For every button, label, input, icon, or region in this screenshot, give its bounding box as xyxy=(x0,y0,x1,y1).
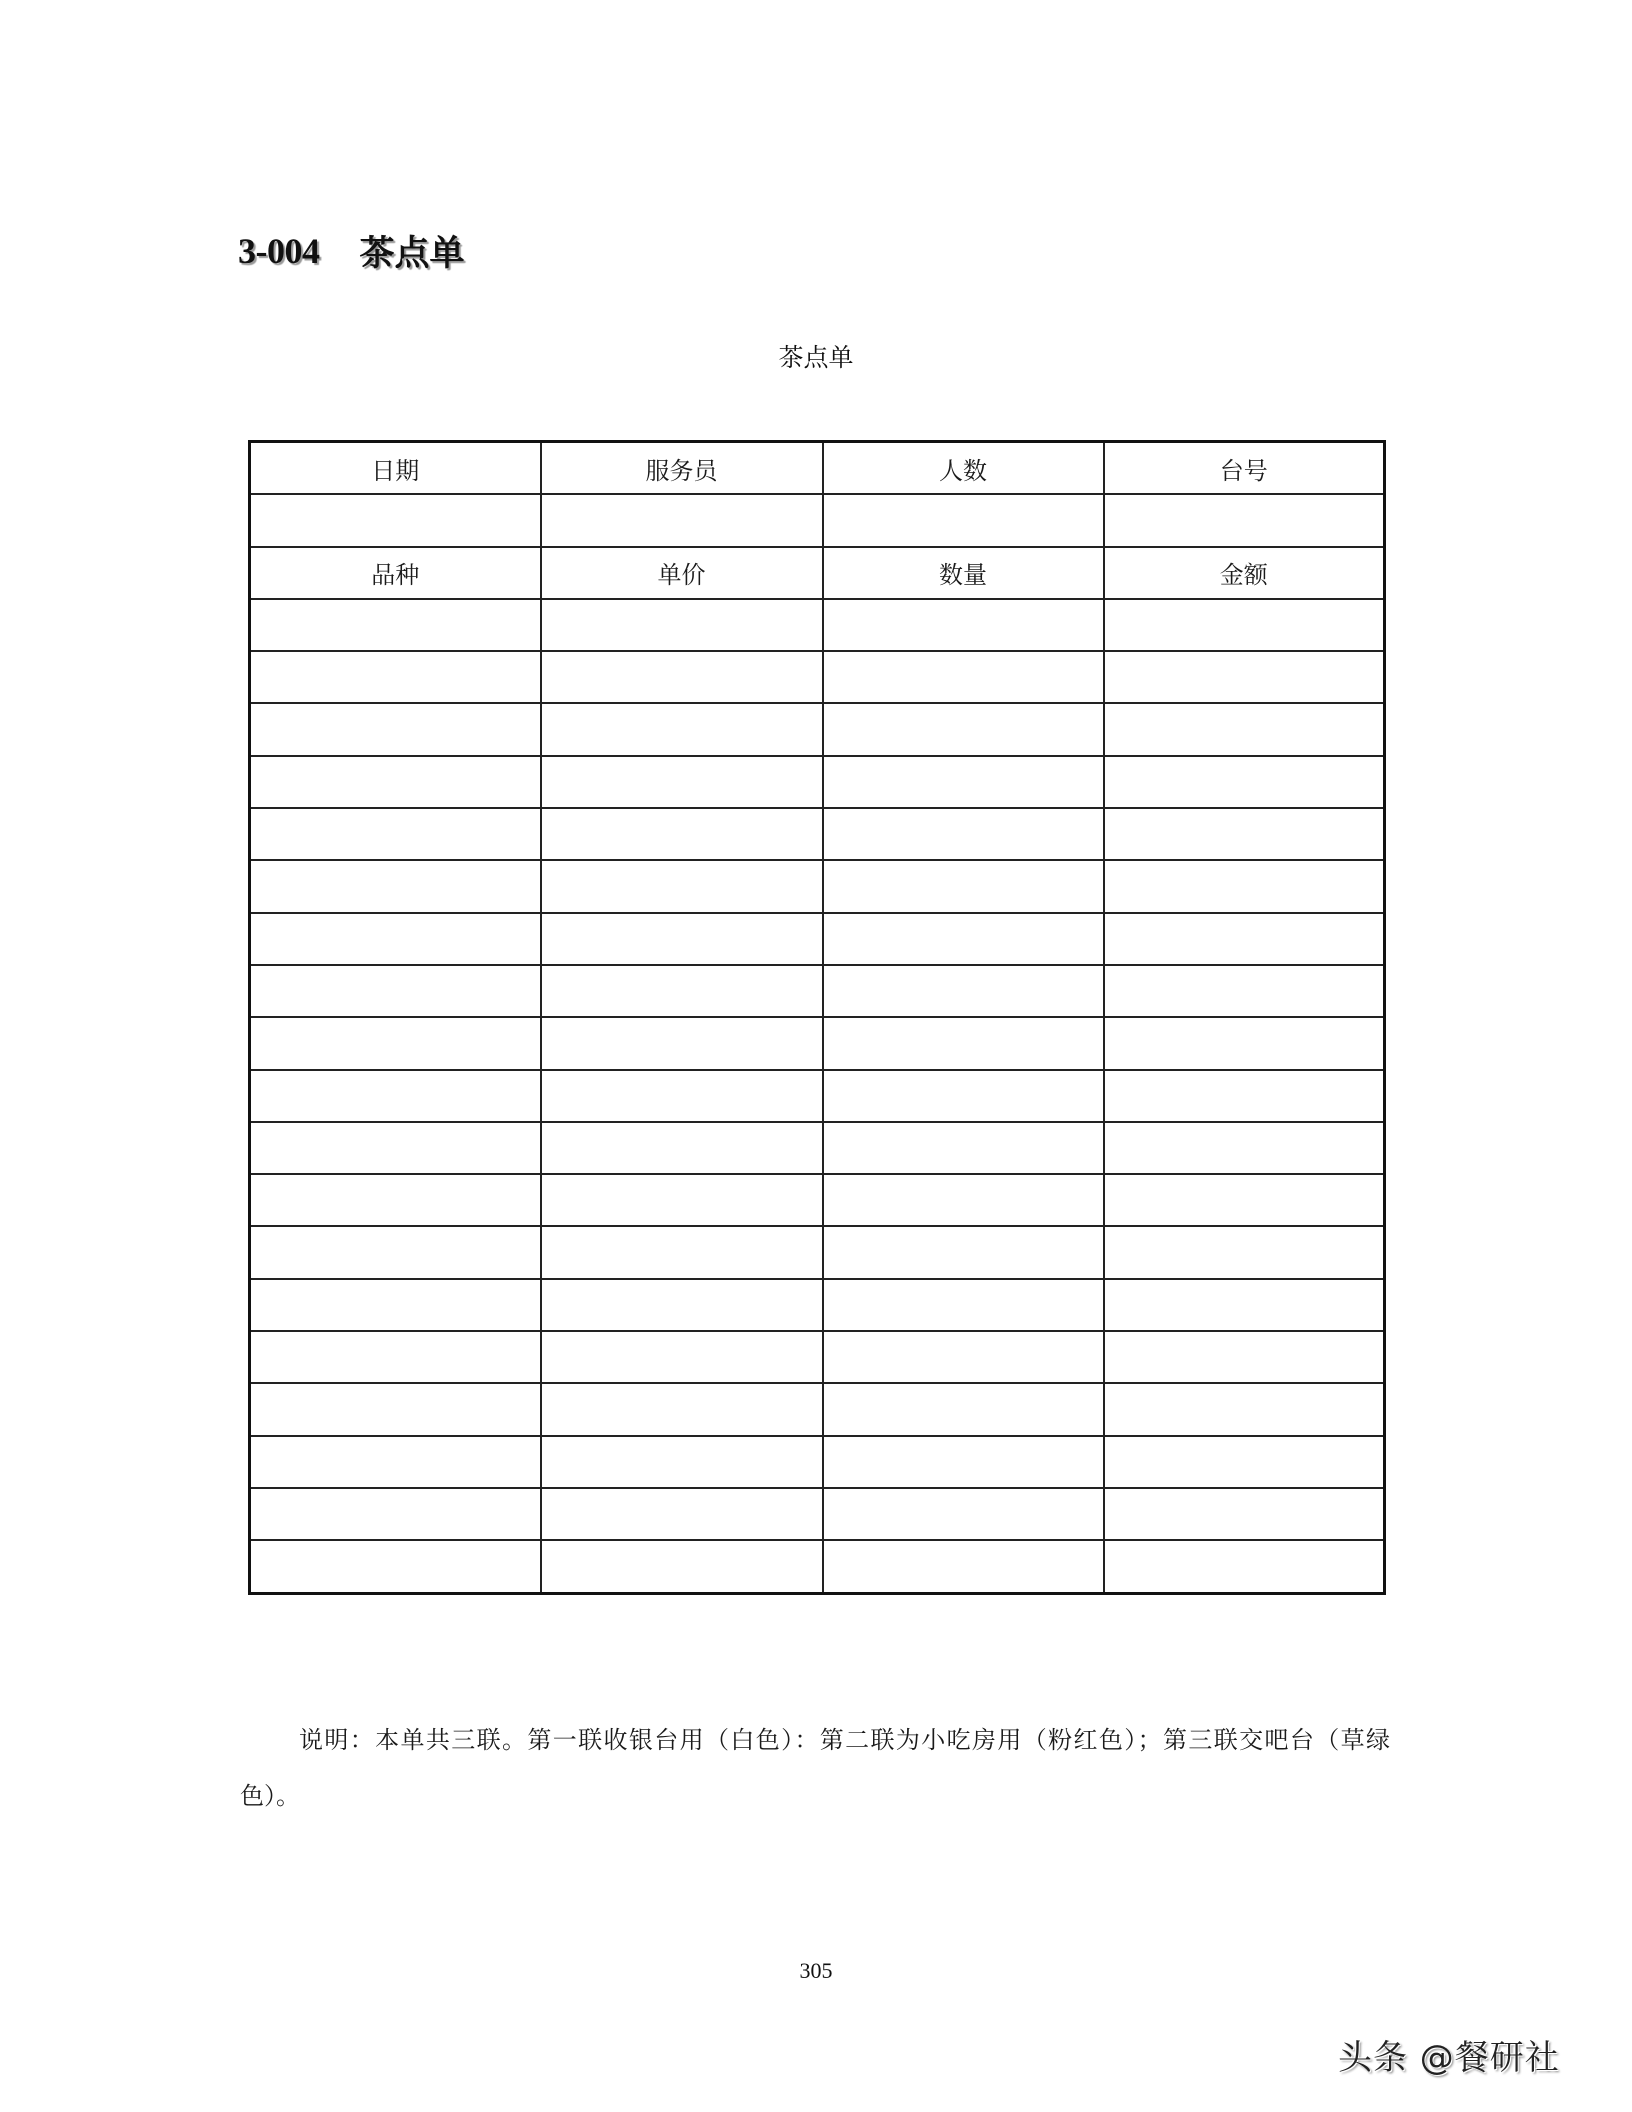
quantity-field[interactable] xyxy=(823,1174,1104,1226)
item-row xyxy=(250,1331,1385,1383)
amount-field[interactable] xyxy=(1104,651,1385,703)
unit-price-field[interactable] xyxy=(541,703,823,755)
amount-field[interactable] xyxy=(1104,1017,1385,1069)
header-unit-price: 单价 xyxy=(541,547,823,599)
unit-price-field[interactable] xyxy=(541,1174,823,1226)
quantity-field[interactable] xyxy=(823,965,1104,1017)
quantity-field[interactable] xyxy=(823,913,1104,965)
quantity-field[interactable] xyxy=(823,1488,1104,1540)
item-name-field[interactable] xyxy=(250,651,541,703)
quantity-field[interactable] xyxy=(823,703,1104,755)
item-row xyxy=(250,1174,1385,1226)
unit-price-field[interactable] xyxy=(541,913,823,965)
quantity-field[interactable] xyxy=(823,651,1104,703)
item-name-field[interactable] xyxy=(250,1279,541,1331)
form-title: 茶点单 xyxy=(778,343,854,372)
amount-field[interactable] xyxy=(1104,1331,1385,1383)
unit-price-field[interactable] xyxy=(541,808,823,860)
section-heading xyxy=(238,226,465,276)
unit-price-field[interactable] xyxy=(541,1331,823,1383)
item-name-field[interactable] xyxy=(250,1540,541,1593)
header-item-name: 品种 xyxy=(250,547,541,599)
item-name-field[interactable] xyxy=(250,860,541,912)
table-number-field[interactable] xyxy=(1104,494,1385,546)
unit-price-field[interactable] xyxy=(541,860,823,912)
item-row xyxy=(250,703,1385,755)
quantity-field[interactable] xyxy=(823,1436,1104,1488)
item-name-field[interactable] xyxy=(250,1226,541,1278)
item-row xyxy=(250,651,1385,703)
amount-field[interactable] xyxy=(1104,965,1385,1017)
item-name-field[interactable] xyxy=(250,1070,541,1122)
amount-field[interactable] xyxy=(1104,1174,1385,1226)
section-code: 3-004 xyxy=(238,231,320,271)
item-name-field[interactable] xyxy=(250,756,541,808)
amount-field[interactable] xyxy=(1104,913,1385,965)
amount-field[interactable] xyxy=(1104,1488,1385,1540)
item-name-field[interactable] xyxy=(250,965,541,1017)
header-quantity: 数量 xyxy=(823,547,1104,599)
quantity-field[interactable] xyxy=(823,860,1104,912)
quantity-field[interactable] xyxy=(823,756,1104,808)
quantity-field[interactable] xyxy=(823,1070,1104,1122)
item-name-field[interactable] xyxy=(250,1331,541,1383)
item-name-field[interactable] xyxy=(250,913,541,965)
item-name-field[interactable] xyxy=(250,808,541,860)
unit-price-field[interactable] xyxy=(541,599,823,651)
item-name-field[interactable] xyxy=(250,1488,541,1540)
amount-field[interactable] xyxy=(1104,599,1385,651)
quantity-field[interactable] xyxy=(823,808,1104,860)
unit-price-field[interactable] xyxy=(541,1488,823,1540)
quantity-field[interactable] xyxy=(823,1279,1104,1331)
unit-price-field[interactable] xyxy=(541,1540,823,1593)
header-amount: 金额 xyxy=(1104,547,1385,599)
item-row xyxy=(250,1383,1385,1435)
amount-field[interactable] xyxy=(1104,1540,1385,1593)
item-name-field[interactable] xyxy=(250,1122,541,1174)
unit-price-field[interactable] xyxy=(541,1017,823,1069)
item-row xyxy=(250,599,1385,651)
amount-field[interactable] xyxy=(1104,1436,1385,1488)
unit-price-field[interactable] xyxy=(541,1436,823,1488)
header-guest-count: 人数 xyxy=(823,442,1104,495)
item-name-field[interactable] xyxy=(250,1017,541,1069)
quantity-field[interactable] xyxy=(823,1383,1104,1435)
item-row xyxy=(250,808,1385,860)
unit-price-field[interactable] xyxy=(541,651,823,703)
guest-count-field[interactable] xyxy=(823,494,1104,546)
quantity-field[interactable] xyxy=(823,1540,1104,1593)
item-name-field[interactable] xyxy=(250,599,541,651)
section-name: 茶点单 xyxy=(359,234,465,274)
item-name-field[interactable] xyxy=(250,1436,541,1488)
unit-price-field[interactable] xyxy=(541,1070,823,1122)
unit-price-field[interactable] xyxy=(541,756,823,808)
page-number: 305 xyxy=(799,1958,833,1983)
item-row xyxy=(250,965,1385,1017)
unit-price-field[interactable] xyxy=(541,1122,823,1174)
tea-order-form-table xyxy=(248,440,1386,1595)
item-row xyxy=(250,1070,1385,1122)
waiter-field[interactable] xyxy=(541,494,823,546)
watermark: 头条 @餐研社 xyxy=(1338,2038,1560,2078)
amount-field[interactable] xyxy=(1104,1122,1385,1174)
quantity-field[interactable] xyxy=(823,1226,1104,1278)
quantity-field[interactable] xyxy=(823,1331,1104,1383)
quantity-field[interactable] xyxy=(823,599,1104,651)
item-row xyxy=(250,1540,1385,1593)
item-header-row xyxy=(250,547,1385,599)
amount-field[interactable] xyxy=(1104,1279,1385,1331)
unit-price-field[interactable] xyxy=(541,1383,823,1435)
unit-price-field[interactable] xyxy=(541,1226,823,1278)
item-row xyxy=(250,913,1385,965)
item-row xyxy=(250,1017,1385,1069)
quantity-field[interactable] xyxy=(823,1017,1104,1069)
header-date: 日期 xyxy=(250,442,541,495)
item-name-field[interactable] xyxy=(250,1174,541,1226)
amount-field[interactable] xyxy=(1104,860,1385,912)
item-row xyxy=(250,1279,1385,1331)
info-header-row xyxy=(250,442,1385,495)
item-row xyxy=(250,1488,1385,1540)
item-row xyxy=(250,1122,1385,1174)
item-row xyxy=(250,860,1385,912)
item-row xyxy=(250,1436,1385,1488)
amount-field[interactable] xyxy=(1104,1226,1385,1278)
item-name-field[interactable] xyxy=(250,703,541,755)
unit-price-field[interactable] xyxy=(541,1279,823,1331)
unit-price-field[interactable] xyxy=(541,965,823,1017)
quantity-field[interactable] xyxy=(823,1122,1104,1174)
item-row xyxy=(250,1226,1385,1278)
amount-field[interactable] xyxy=(1104,1383,1385,1435)
date-field[interactable] xyxy=(250,494,541,546)
item-name-field[interactable] xyxy=(250,1383,541,1435)
header-table-number: 台号 xyxy=(1104,442,1385,495)
amount-field[interactable] xyxy=(1104,703,1385,755)
info-value-row xyxy=(250,494,1385,546)
amount-field[interactable] xyxy=(1104,756,1385,808)
amount-field[interactable] xyxy=(1104,808,1385,860)
header-waiter: 服务员 xyxy=(541,442,823,495)
amount-field[interactable] xyxy=(1104,1070,1385,1122)
item-row xyxy=(250,756,1385,808)
form-note: 说明：本单共三联。第一联收银台用（白色）：第二联为小吃房用（粉红色）；第三联交吧台（草绿色）。 xyxy=(240,1726,1390,1810)
